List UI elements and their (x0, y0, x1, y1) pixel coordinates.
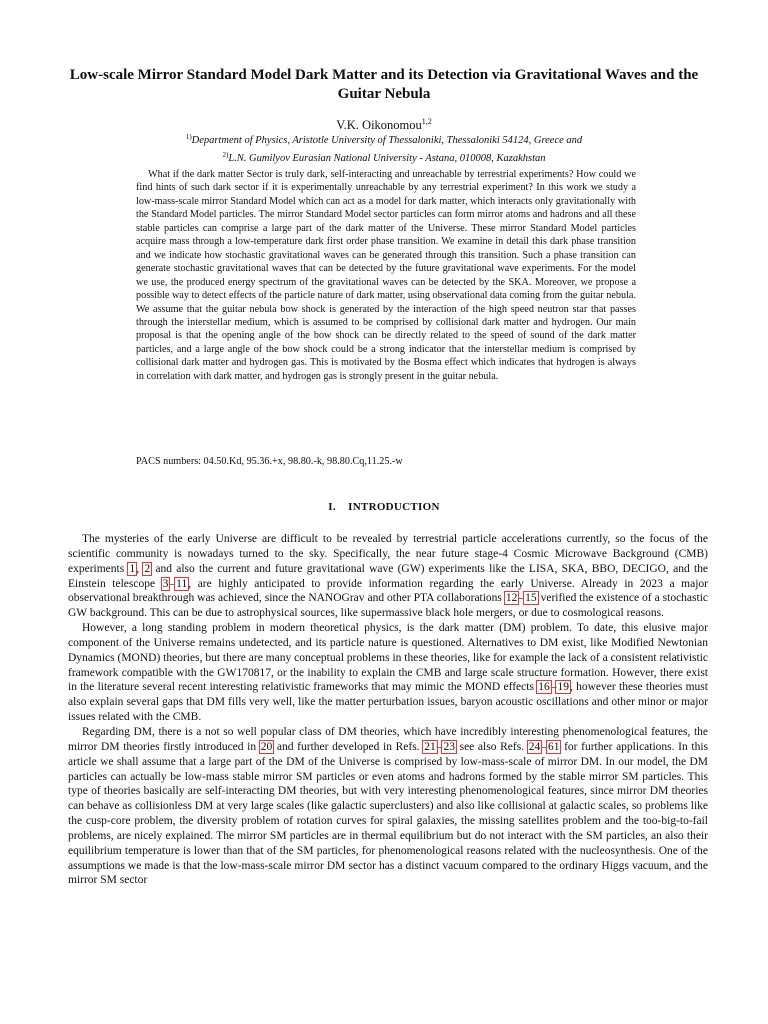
text-run: The mysteries of the early Universe are difficult to be revealed by terrestrial particle accelerations currently, so the focus of the scientific community is nowadays turned to the sky. Specifically, the near future stage-4 Cosmic Microwave Background (CMB) experiments (68, 533, 708, 575)
affiliation-1 (0, 130, 768, 148)
citation-link-3[interactable]: 3 (162, 577, 169, 590)
intro-paragraph-3 (68, 725, 708, 888)
citation-link-15[interactable]: 15 (525, 592, 537, 605)
citation-link-12[interactable]: 12 (505, 592, 518, 605)
affiliation-1-mark: 1) (185, 133, 192, 141)
intro-paragraph-2 (68, 621, 708, 725)
paper-title: Low-scale Mirror Standard Model Dark Matter and its Detection via Gravitational Waves and the Guitar Nebula (69, 67, 699, 102)
text-run: – (169, 577, 176, 590)
affiliation-2 (0, 148, 768, 166)
text-run: – (518, 592, 525, 605)
citation-link-1[interactable]: 1 (129, 562, 136, 575)
citation-link-2[interactable]: 2 (144, 562, 151, 575)
text-run: see also Refs. (455, 740, 528, 753)
text-run: and further developed in Refs. (273, 740, 424, 753)
citation-link-20[interactable]: 20 (260, 740, 273, 753)
section-title: INTRODUCTION (348, 501, 440, 513)
text-run: However, a long standing problem in modern theoretical physics, is the dark matter (DM) problem. To date, this elusive major component of the Universe remains undetected, and its particle nature is questioned. Alternatives to DM exist, like Modified Newtonian Dynamics (MOND) theories, but there are many conceptual problems in these theories, like for example the lack of a consistent relativistic framework compatible with the GW170817, or the inability to explain the CMB and large scale structure formation. However, there exist in the literature several recent interesting relativistic frameworks that may mimic the MOND effects (68, 622, 708, 694)
citation-link-23[interactable]: 23 (443, 740, 455, 753)
section-heading (0, 501, 768, 513)
text-run: , however these theories must also explain several gaps that DM fills very well, like the matter perturbation issues, baryon acoustic oscillations and other minor or major issues related with the CMB. (68, 681, 708, 724)
text-run: and also the current and future gravitational wave (GW) experiments like the LISA, SKA, BBO, DECIGO, and the Einstein telescope (68, 562, 709, 590)
citation-link-21[interactable]: 21 (424, 740, 436, 753)
text-run: for further applications. In this article we shall assume that a large part of the DM of the Universe is comprised by low-mass-scale of mirror DM. In our model, the DM particles can actually be low-mass stable mirror SM particles or even atoms and hadrons formed by the stable mirror SM particles. This type of theories basically are self-interacting DM theories, but with very interesting phenomenological features, since mirror DM theories can behave as collisionless DM at very large scales (like galactic superclusters) and also like collisional at galactic scales, so problems like the cusp-core problem, the diversity problem of rotation curves for spiral galaxies, the missing satellites problem and the too-big-to-fail problems, are nicely explained. The mirror SM particles are in thermal equilibrium but do not interact with the SM particles, an also their equilibrium temperature is lower than that of the SM particles, for phenomenological reasons related with the nucleosynthesis. One of the assumptions we made is that the low-mass-scale mirror DM sector has a distinct vacuum compared to the ordinary Higgs vacuum, and the mirror SM sector (68, 740, 709, 887)
abstract-text: What if the dark matter Sector is truly dark, self-interacting and unreachable by terrestrial experiments? How could we find hints of such dark sector if it is experimentally unreachable by any terrestrial experiment? In this work we study a low-mass-scale mirror Standard Model which can act as a model for dark matter, which interacts only gravitationally with the Standard Model particles. The mirror Standard Model sector particles can form mirror atoms and hadrons and all these stable particles can comprise a large part of the dark matter of the Universe. These mirror Standard Model particles acquire mass through a low-temperature dark first order phase transition. We examine in detail this dark phase transition and we indicate how stochastic gravitational waves can be generated through this transition. Such a phase transition can generate stochastic gravitational waves that can be detected by the future gravitational wave experiments. For the model we use, the produced energy spectrum of the gravitational waves can be detected by the SKA. Moreover, we propose a possible way to detect effects of the particle nature of dark matter, using observational data coming from the guitar nebula. We assume that the guitar nebula bow shock is generated by the interaction of the high speed neutron star that passes through the interstellar medium, which is assumed to be comprised by collisional dark matter and hydrogen. Our main proposal is that the opening angle of the bow shock can be directly related to the speed of sound of the dark matter particles, and a large angle of the bow shock could be a strong indicator that the interstellar medium is comprised by collisional dark matter and hydrogen gas. This is motivated by the Bosma effect which indicates that hydrogen is always in correlation with dark matter, and hydrogen gas is strongly present in the guitar nebula. (136, 169, 636, 382)
text-run: – (541, 740, 547, 753)
affiliation-2-text: L.N. Gumilyov Eurasian National University - Astana, 010008, Kazakhstan (228, 153, 546, 164)
abstract (136, 168, 636, 383)
section-number: I. (328, 501, 336, 513)
citation-link-24[interactable]: 24 (528, 740, 541, 753)
text-run: , are highly anticipated to provide information regarding the early Universe. Already in 2023 a major observational breakthrough was achieved, since the NANOGrav and other PTA collaborations (68, 577, 708, 605)
affiliation-1-text: Department of Physics, Aristotle University of Thessaloniki, Thessaloniki 54124, Greece and (191, 135, 583, 146)
pacs-numbers: PACS numbers: 04.50.Kd, 95.36.+x, 98.80.-k, 98.80.Cq,11.25.-w (136, 456, 403, 467)
text-run: , (136, 562, 144, 575)
text-run: – (550, 681, 557, 694)
affiliation-2-mark: 2) (222, 151, 229, 159)
citation-link-61[interactable]: 61 (547, 740, 560, 753)
author-affiliation-marks: 1,2 (421, 117, 432, 126)
text-run: verified the existence of a stochastic GW background. This can be due to astrophysical sources, like supermassive black hole mergers, or due to cosmological reasons. (68, 592, 708, 620)
citation-link-11[interactable]: 11 (176, 577, 188, 590)
citation-link-16[interactable]: 16 (538, 681, 550, 694)
author-name: V.K. Oikonomou (336, 118, 422, 132)
text-run: – (436, 740, 443, 753)
text-run: Regarding DM, there is a not so well popular class of DM theories, which have incredibly interesting phenomenological features, the mirror DM theories firstly introduced in (68, 725, 708, 753)
introduction-body (68, 532, 708, 888)
intro-paragraph-1 (68, 532, 708, 621)
citation-link-19[interactable]: 19 (557, 681, 569, 694)
affiliations (0, 130, 768, 166)
